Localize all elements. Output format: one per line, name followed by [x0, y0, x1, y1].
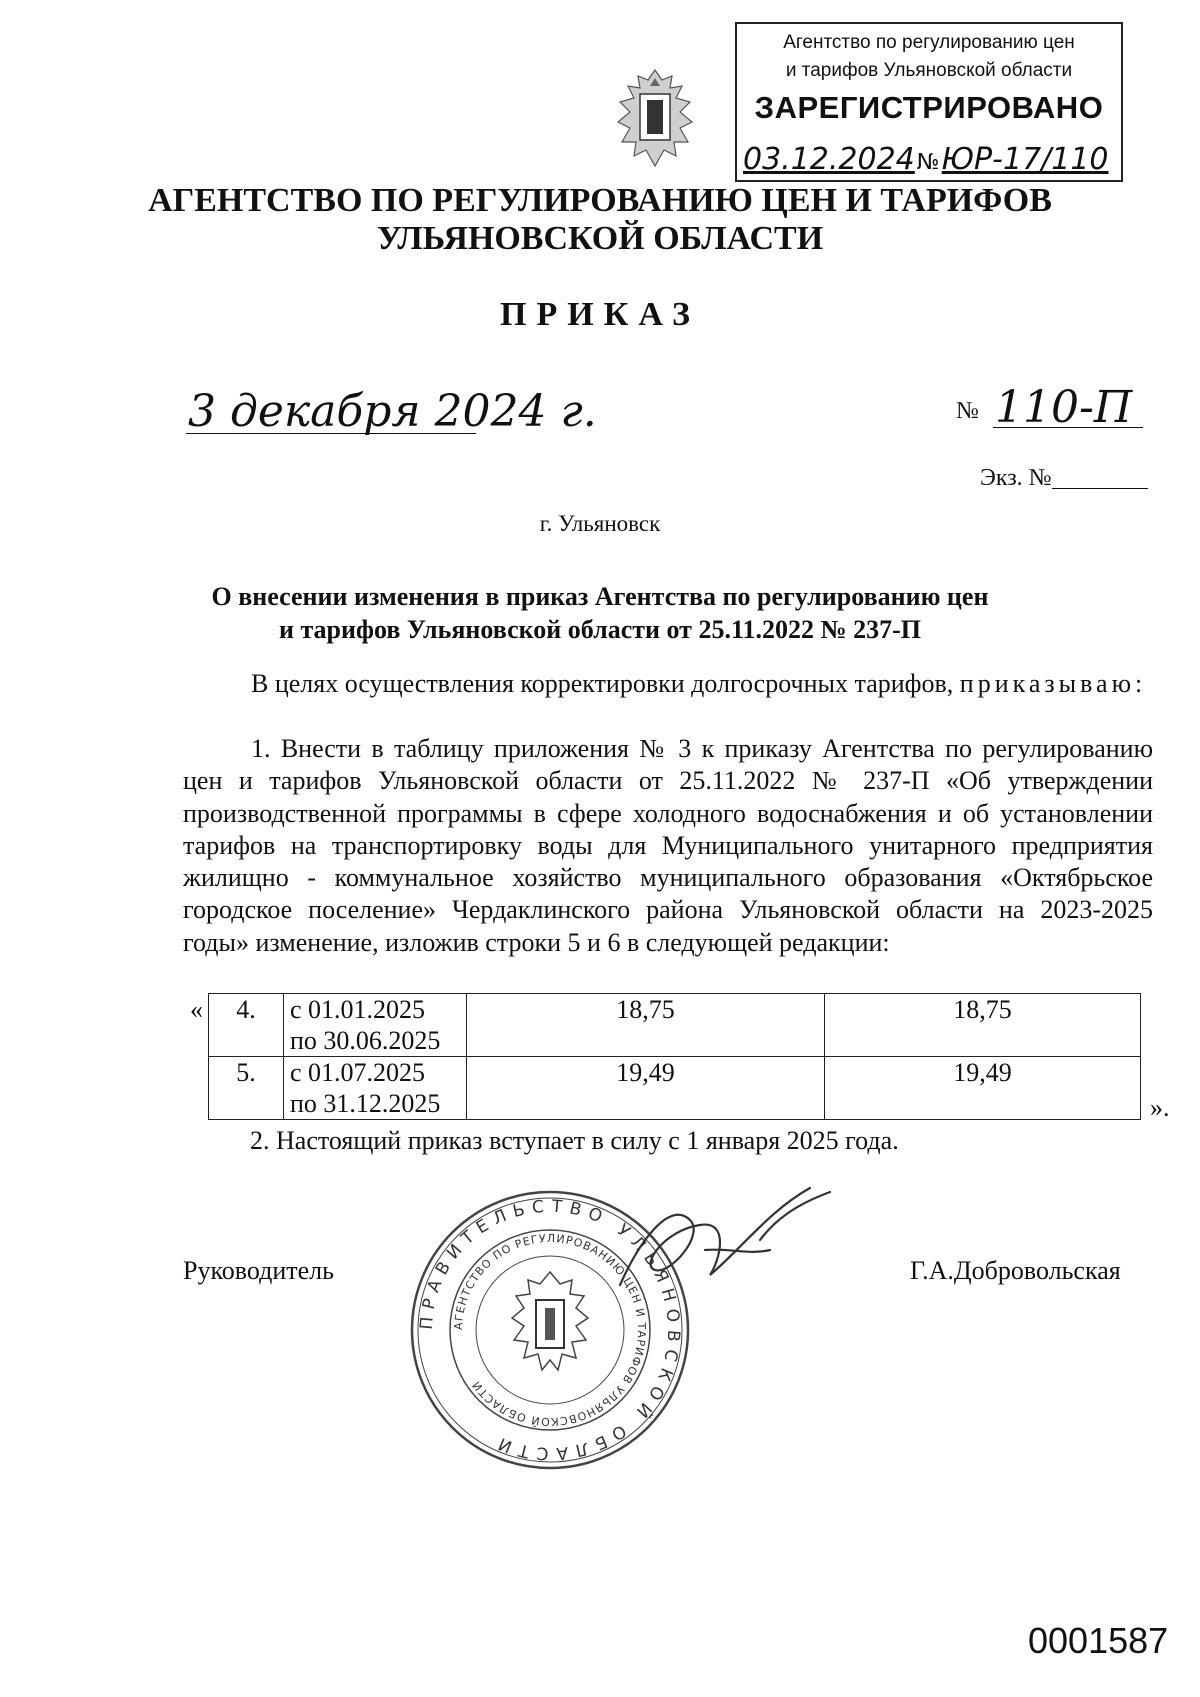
registration-stamp-agency-line1: Агентство по регулированию цен	[783, 32, 1075, 53]
city: г. Ульяновск	[539, 511, 661, 536]
subject-line2: и тарифов Ульяновской области от 25.11.2022 № 237-П	[278, 615, 922, 644]
period-to: по 31.12.2025	[290, 1089, 441, 1118]
registration-date: 03.12.2024	[743, 142, 915, 177]
intro-text: В целях осуществления корректировки долгосрочных тарифов,	[251, 669, 954, 698]
order-number-handwritten: 110-П	[995, 382, 1133, 433]
number-underline	[993, 427, 1143, 428]
ulyanovsk-coat-of-arms-icon	[610, 66, 700, 172]
copy-number-blank	[1052, 488, 1148, 489]
seal-inner-text: АГЕНТСТВО ПО РЕГУЛИРОВАНИЮ ЦЕН И ТАРИФОВ УЛЬЯНОВСКОЙ ОБЛАСТИ	[451, 1231, 649, 1429]
row-period	[284, 994, 467, 1057]
signatory-name: Г.А.Добровольская	[910, 1256, 1121, 1285]
period-from: с 01.07.2025	[290, 1058, 426, 1087]
agency-title-line1: АГЕНТСТВО ПО РЕГУЛИРОВАНИЮ ЦЕН И ТАРИФОВ	[148, 182, 1052, 219]
agency-title-line2: УЛЬЯНОВСКОЙ ОБЛАСТИ	[376, 220, 824, 257]
period-from: с 01.01.2025	[290, 995, 426, 1024]
table-row	[209, 994, 1141, 1057]
table-row	[209, 1057, 1141, 1120]
row-number: 5.	[209, 1057, 284, 1120]
order-number-label: №	[956, 398, 979, 424]
row-value-1: 19,49	[467, 1057, 825, 1120]
table-quote-close: ».	[1150, 1093, 1170, 1122]
seal-outer-text: ПРАВИТЕЛЬСТВО УЛЬЯНОВСКОЙ ОБЛАСТИ	[416, 1196, 684, 1464]
registration-stamp-handwritten	[743, 142, 1109, 177]
row-number: 4.	[209, 994, 284, 1057]
date-underline	[186, 433, 476, 434]
subject-line1: О внесении изменения в приказ Агентства по регулированию цен	[211, 582, 989, 611]
document-serial-number: 0001587	[1028, 1620, 1169, 1661]
signatory-role: Руководитель	[183, 1256, 334, 1285]
row-period	[284, 1057, 467, 1120]
order-date-handwritten: 3 декабря 2024 г.	[188, 386, 597, 437]
order-word: приказываю:	[959, 669, 1147, 698]
row-value-2: 18,75	[825, 994, 1141, 1057]
row-value-2: 19,49	[825, 1057, 1141, 1120]
copy-number-label: Экз. №	[980, 465, 1052, 491]
row-value-1: 18,75	[467, 994, 825, 1057]
paragraph-item2: 2. Настоящий приказ вступает в силу с 1 января 2025 года.	[250, 1126, 899, 1155]
registration-stamp-status: ЗАРЕГИСТРИРОВАНО	[754, 90, 1104, 125]
paragraph-intro	[183, 668, 1153, 700]
period-to: по 30.06.2025	[290, 1026, 441, 1055]
paragraph-item1: 1. Внести в таблицу приложения № 3 к приказу Агентства по регулированию цен и тарифов Ульяновской области от 25.11.2022 № 237-П «Об утверждении производственной программы в сфере холодного водоснабжения и об установлении тарифов на транспортировку воды для Муниципального унитарного предприятия жилищно - коммунальное хозяйство муниципального образования «Октябрьское городское поселение» Чердаклинского района Ульяновской области на 2023-2025 годы» изменение, изложив строки 5 и 6 в следующей редакции:	[183, 734, 1153, 957]
document-type: ПРИКАЗ	[500, 296, 700, 333]
table-quote-open: «	[190, 995, 203, 1024]
registration-stamp-agency-line2: и тарифов Ульяновской области	[785, 60, 1073, 81]
registration-number-sign: №	[916, 150, 940, 175]
registration-stamp	[735, 22, 1123, 182]
amendment-table	[208, 993, 1141, 1120]
registration-number: ЮР-17/110	[941, 142, 1109, 177]
handwritten-signature-icon	[610, 1180, 840, 1310]
